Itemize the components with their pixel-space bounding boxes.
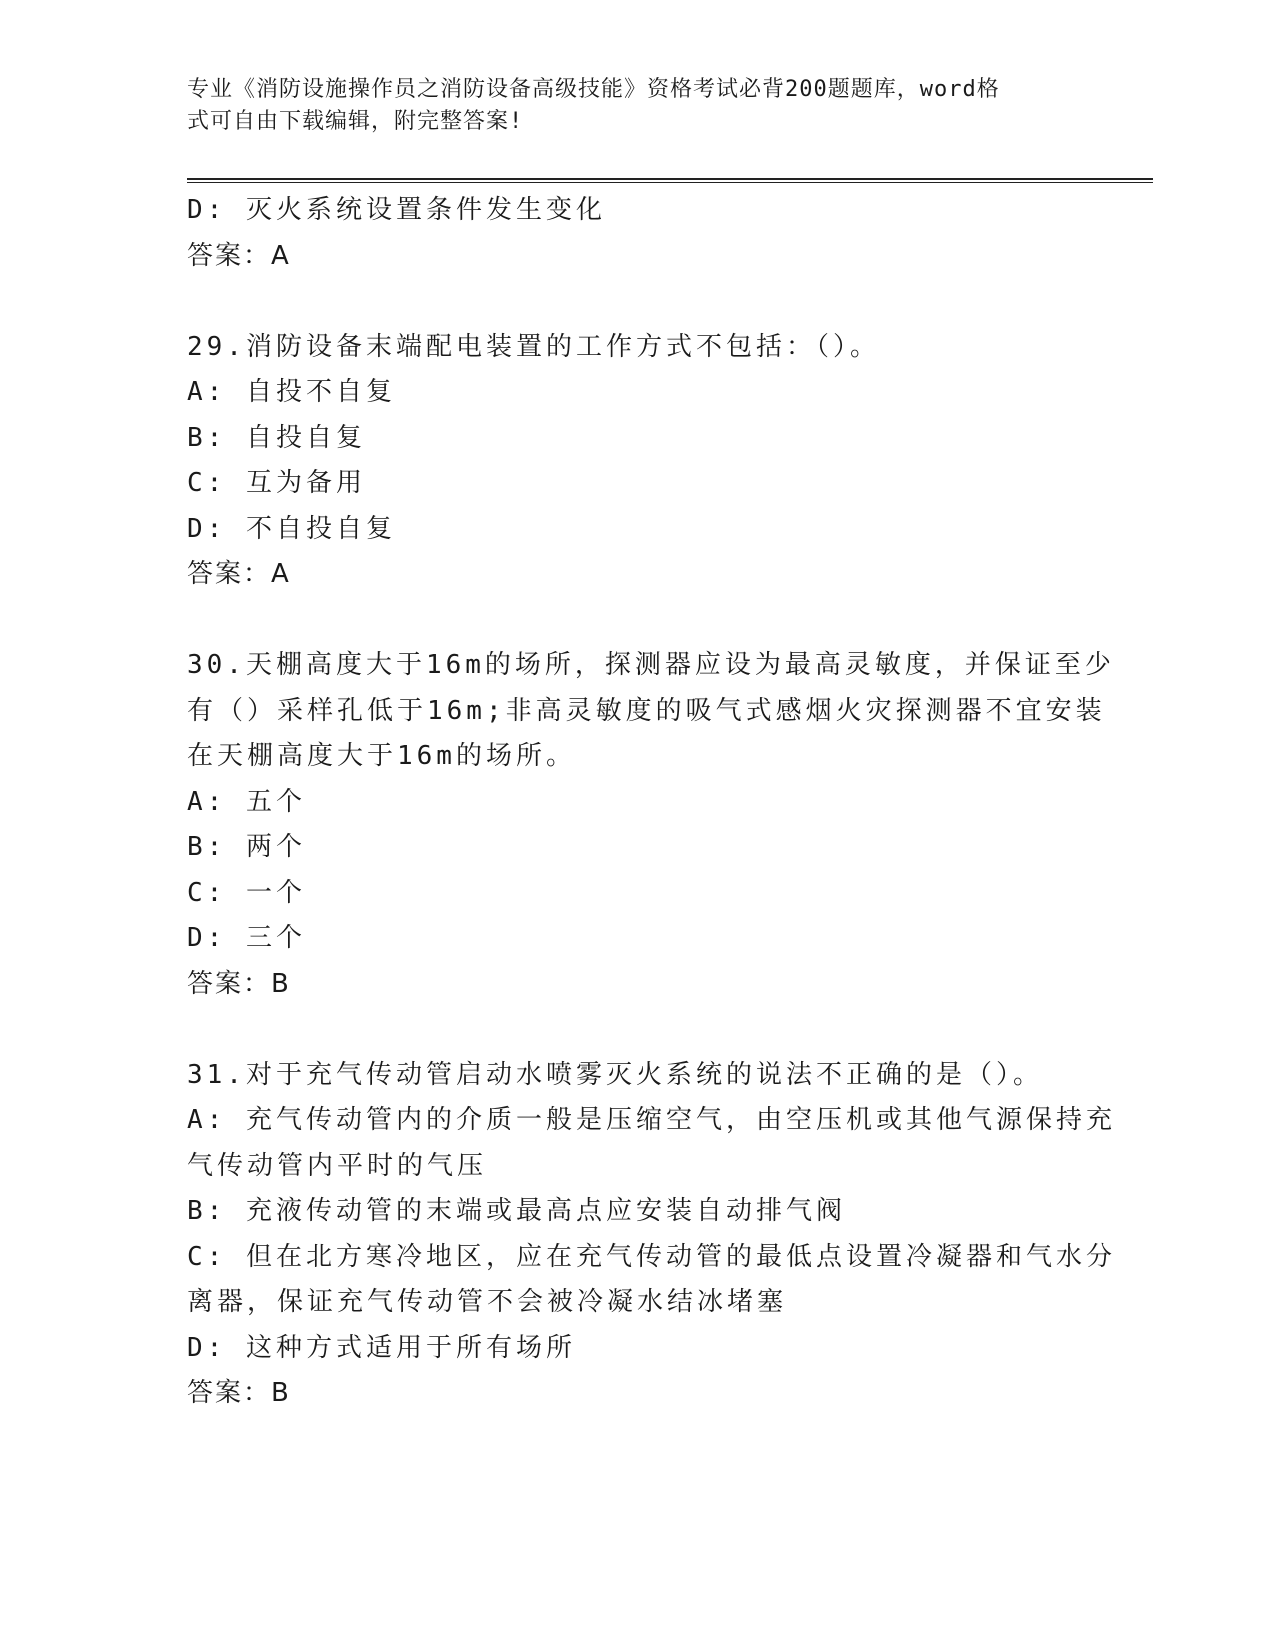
header-line-2: 式可自由下载编辑，附完整答案! <box>187 109 524 134</box>
q31-answer: 答案：B <box>187 1378 291 1408</box>
document-header <box>187 74 1067 138</box>
q31-stem: 31.对于充气传动管启动水喷雾灭火系统的说法不正确的是（）。 <box>187 1059 1043 1090</box>
q30-answer: 答案：B <box>187 968 291 999</box>
q30-stem-line-1: 30.天棚高度大于16m的场所，探测器应设为最高灵敏度，并保证至少 <box>187 650 1115 680</box>
q30-stem-line-2: 有（）采样孔低于16m;非高灵敏度的吸气式感烟火灾探测器不宜安装 <box>187 695 1106 726</box>
spacer <box>187 279 1087 325</box>
q31-option-c-line-1: C: 但在北方寒冷地区，应在充气传动管的最低点设置冷凝器和气水分 <box>187 1241 1116 1272</box>
q30-option-d: D: 三个 <box>187 923 306 953</box>
prev-option-d: D: 灭火系统设置条件发生变化 <box>187 195 606 225</box>
prev-answer: 答案：A <box>187 240 291 271</box>
q29-answer: 答案：A <box>187 559 291 589</box>
q31-option-c-line-2: 离器，保证充气传动管不会被冷凝水结冰堵塞 <box>187 1287 788 1317</box>
q29-option-c: C: 互为备用 <box>187 468 366 498</box>
q31-option-a-line-2: 气传动管内平时的气压 <box>187 1150 488 1181</box>
spacer <box>187 1007 1087 1053</box>
q29-option-d: D: 不自投自复 <box>187 513 396 544</box>
q31-option-a-line-1: A: 充气传动管内的介质一般是压缩空气，由空压机或其他气源保持充 <box>187 1105 1116 1135</box>
q31-option-d: D: 这种方式适用于所有场所 <box>187 1332 576 1363</box>
header-divider <box>187 178 1153 183</box>
q29-stem: 29.消防设备末端配电装置的工作方式不包括：（）。 <box>187 331 880 362</box>
header-line-1: 专业《消防设施操作员之消防设备高级技能》资格考试必背200题题库，word格 <box>187 77 1000 102</box>
q30-option-c: C: 一个 <box>187 877 306 908</box>
q30-option-a: A: 五个 <box>187 786 306 817</box>
question-content <box>187 188 1116 1417</box>
q30-stem-line-3: 在天棚高度大于16m的场所。 <box>187 741 576 771</box>
q29-option-a: A: 自投不自复 <box>187 377 396 407</box>
q30-option-b: B: 两个 <box>187 832 306 862</box>
spacer <box>187 598 1087 644</box>
q29-option-b: B: 自投自复 <box>187 422 366 453</box>
q31-option-b: B: 充液传动管的末端或最高点应安装自动排气阀 <box>187 1196 846 1226</box>
